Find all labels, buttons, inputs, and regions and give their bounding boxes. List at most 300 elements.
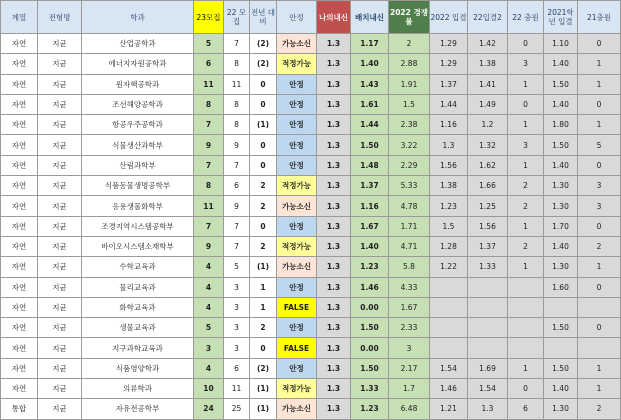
cell-category[interactable]: 자연 — [1, 379, 38, 399]
cell-extra21[interactable]: 0 — [578, 216, 621, 236]
cell-placement[interactable]: 1.23 — [351, 399, 389, 419]
cell-my-grade[interactable]: 1.3 — [317, 236, 351, 256]
cell-cut2022[interactable]: 1.44 — [430, 94, 468, 114]
cell-category[interactable]: 자연 — [1, 74, 38, 94]
cell-diff[interactable]: (2) — [250, 54, 277, 74]
cell-category[interactable]: 자연 — [1, 257, 38, 277]
cell-cut2022[interactable]: 1.54 — [430, 358, 468, 378]
cell-category[interactable]: 자연 — [1, 216, 38, 236]
cell-comp2022[interactable]: 2.88 — [389, 54, 430, 74]
cell-dept[interactable]: 자유전공학부 — [82, 399, 194, 419]
cell-dept[interactable]: 식품동물생명공학부 — [82, 176, 194, 196]
cell-verdict[interactable]: 안정 — [277, 135, 317, 155]
cell-dept[interactable]: 식품영양학과 — [82, 358, 194, 378]
cell-category[interactable]: 통합 — [1, 399, 38, 419]
cell-cut2022-2[interactable]: 1.33 — [468, 257, 508, 277]
cell-diff[interactable]: (1) — [250, 257, 277, 277]
cell-recruit22[interactable]: 6 — [224, 358, 250, 378]
col-cut2022-2[interactable]: 22입결2 — [468, 1, 508, 34]
cell-verdict[interactable]: 안정 — [277, 358, 317, 378]
cell-placement[interactable]: 1.50 — [351, 358, 389, 378]
cell-cut2021[interactable]: 1.80 — [544, 115, 578, 135]
cell-my-grade[interactable]: 1.3 — [317, 379, 351, 399]
cell-cut2022[interactable]: 1.3 — [430, 135, 468, 155]
cell-type[interactable]: 지균 — [38, 74, 82, 94]
cell-cut2022[interactable]: 1.29 — [430, 54, 468, 74]
cell-placement[interactable]: 1.37 — [351, 176, 389, 196]
cell-cut2021[interactable]: 1.30 — [544, 176, 578, 196]
cell-type[interactable]: 지균 — [38, 216, 82, 236]
cell-category[interactable]: 자연 — [1, 318, 38, 338]
table-row[interactable] — [1, 216, 621, 236]
cell-comp2022[interactable]: 6.48 — [389, 399, 430, 419]
cell-extra22[interactable]: 1 — [508, 257, 544, 277]
table-row[interactable] — [1, 379, 621, 399]
cell-recruit22[interactable]: 8 — [224, 54, 250, 74]
cell-placement[interactable]: 1.61 — [351, 94, 389, 114]
cell-cut2022[interactable]: 1.21 — [430, 399, 468, 419]
cell-cut2021[interactable]: 1.60 — [544, 277, 578, 297]
cell-recruit23[interactable]: 8 — [194, 176, 224, 196]
cell-verdict[interactable]: 가능소신 — [277, 257, 317, 277]
cell-extra21[interactable]: 0 — [578, 94, 621, 114]
cell-recruit22[interactable]: 25 — [224, 399, 250, 419]
cell-cut2022[interactable]: 1.16 — [430, 115, 468, 135]
cell-type[interactable]: 지균 — [38, 54, 82, 74]
cell-cut2022[interactable] — [430, 318, 468, 338]
cell-diff[interactable]: (1) — [250, 379, 277, 399]
cell-comp2022[interactable]: 1.5 — [389, 94, 430, 114]
cell-dept[interactable]: 수학교육과 — [82, 257, 194, 277]
cell-extra21[interactable]: 3 — [578, 176, 621, 196]
table-row[interactable] — [1, 358, 621, 378]
cell-extra22[interactable]: 1 — [508, 155, 544, 175]
cell-diff[interactable]: 0 — [250, 155, 277, 175]
cell-extra21[interactable]: 2 — [578, 236, 621, 256]
cell-category[interactable]: 자연 — [1, 236, 38, 256]
cell-dept[interactable]: 화학교육과 — [82, 297, 194, 317]
cell-placement[interactable]: 1.17 — [351, 34, 389, 54]
cell-cut2021[interactable]: 1.40 — [544, 379, 578, 399]
cell-extra22[interactable]: 0 — [508, 94, 544, 114]
cell-cut2022[interactable]: 1.46 — [430, 379, 468, 399]
cell-type[interactable]: 지균 — [38, 277, 82, 297]
cell-extra21[interactable]: 3 — [578, 196, 621, 216]
cell-cut2022-2[interactable] — [468, 318, 508, 338]
cell-extra21[interactable]: 1 — [578, 54, 621, 74]
cell-comp2022[interactable]: 4.78 — [389, 196, 430, 216]
cell-cut2021[interactable]: 1.30 — [544, 257, 578, 277]
cell-comp2022[interactable]: 1.7 — [389, 379, 430, 399]
table-row[interactable] — [1, 34, 621, 54]
cell-my-grade[interactable]: 1.3 — [317, 54, 351, 74]
cell-dept[interactable]: 생물교육과 — [82, 318, 194, 338]
cell-category[interactable]: 자연 — [1, 135, 38, 155]
cell-extra22[interactable] — [508, 297, 544, 317]
cell-verdict[interactable]: 가능소신 — [277, 34, 317, 54]
cell-placement[interactable]: 1.16 — [351, 196, 389, 216]
cell-recruit22[interactable]: 7 — [224, 155, 250, 175]
cell-recruit22[interactable]: 8 — [224, 94, 250, 114]
cell-recruit23[interactable]: 10 — [194, 379, 224, 399]
cell-dept[interactable]: 조선해양공학과 — [82, 94, 194, 114]
cell-my-grade[interactable]: 1.3 — [317, 277, 351, 297]
cell-extra22[interactable]: 0 — [508, 34, 544, 54]
cell-recruit22[interactable]: 3 — [224, 338, 250, 358]
cell-diff[interactable]: 2 — [250, 176, 277, 196]
cell-extra21[interactable]: 1 — [578, 358, 621, 378]
cell-cut2022-2[interactable]: 1.49 — [468, 94, 508, 114]
cell-diff[interactable]: 2 — [250, 318, 277, 338]
cell-my-grade[interactable]: 1.3 — [317, 338, 351, 358]
cell-recruit22[interactable]: 3 — [224, 297, 250, 317]
cell-placement[interactable]: 1.67 — [351, 216, 389, 236]
table-row[interactable] — [1, 54, 621, 74]
cell-recruit23[interactable]: 9 — [194, 135, 224, 155]
cell-extra21[interactable] — [578, 338, 621, 358]
cell-cut2022-2[interactable] — [468, 338, 508, 358]
cell-verdict[interactable]: 안정 — [277, 155, 317, 175]
cell-cut2021[interactable]: 1.50 — [544, 358, 578, 378]
cell-recruit23[interactable]: 4 — [194, 257, 224, 277]
cell-category[interactable]: 자연 — [1, 338, 38, 358]
cell-cut2022[interactable]: 1.37 — [430, 74, 468, 94]
cell-comp2022[interactable]: 5.33 — [389, 176, 430, 196]
cell-cut2022[interactable] — [430, 277, 468, 297]
cell-verdict[interactable]: 안정 — [277, 216, 317, 236]
cell-type[interactable]: 지균 — [38, 155, 82, 175]
cell-cut2022-2[interactable]: 1.38 — [468, 54, 508, 74]
cell-cut2022-2[interactable]: 1.69 — [468, 358, 508, 378]
cell-recruit23[interactable]: 8 — [194, 94, 224, 114]
cell-recruit23[interactable]: 9 — [194, 236, 224, 256]
cell-extra21[interactable]: 0 — [578, 155, 621, 175]
cell-cut2022-2[interactable]: 1.3 — [468, 399, 508, 419]
cell-cut2021[interactable]: 1.40 — [544, 94, 578, 114]
col-placement[interactable]: 배치내신 — [351, 1, 389, 34]
cell-cut2022-2[interactable]: 1.25 — [468, 196, 508, 216]
cell-category[interactable]: 자연 — [1, 277, 38, 297]
cell-comp2022[interactable]: 2.33 — [389, 318, 430, 338]
cell-placement[interactable]: 1.46 — [351, 277, 389, 297]
cell-cut2022[interactable] — [430, 297, 468, 317]
cell-recruit23[interactable]: 7 — [194, 216, 224, 236]
cell-verdict[interactable]: 적정가능 — [277, 236, 317, 256]
cell-extra22[interactable]: 6 — [508, 399, 544, 419]
cell-my-grade[interactable]: 1.3 — [317, 155, 351, 175]
cell-type[interactable]: 지균 — [38, 34, 82, 54]
cell-type[interactable]: 지균 — [38, 318, 82, 338]
col-dept[interactable]: 학과 — [82, 1, 194, 34]
table-row[interactable] — [1, 277, 621, 297]
cell-type[interactable]: 지균 — [38, 94, 82, 114]
cell-diff[interactable]: (1) — [250, 115, 277, 135]
col-extra22[interactable]: 22 충원 — [508, 1, 544, 34]
cell-dept[interactable]: 산림과학부 — [82, 155, 194, 175]
table-row[interactable] — [1, 318, 621, 338]
cell-extra22[interactable]: 1 — [508, 115, 544, 135]
cell-comp2022[interactable]: 3 — [389, 338, 430, 358]
cell-cut2021[interactable]: 1.40 — [544, 236, 578, 256]
cell-my-grade[interactable]: 1.3 — [317, 34, 351, 54]
cell-recruit23[interactable]: 7 — [194, 115, 224, 135]
cell-cut2022[interactable]: 1.23 — [430, 196, 468, 216]
cell-my-grade[interactable]: 1.3 — [317, 115, 351, 135]
cell-recruit23[interactable]: 3 — [194, 338, 224, 358]
cell-placement[interactable]: 1.40 — [351, 236, 389, 256]
cell-verdict[interactable]: FALSE — [277, 338, 317, 358]
cell-recruit22[interactable]: 7 — [224, 216, 250, 236]
cell-comp2022[interactable]: 1.71 — [389, 216, 430, 236]
table-row[interactable] — [1, 155, 621, 175]
cell-dept[interactable]: 식물생산과학부 — [82, 135, 194, 155]
cell-recruit23[interactable]: 4 — [194, 297, 224, 317]
cell-cut2021[interactable] — [544, 338, 578, 358]
table-row[interactable] — [1, 135, 621, 155]
table-row[interactable] — [1, 338, 621, 358]
cell-diff[interactable]: 1 — [250, 297, 277, 317]
cell-extra21[interactable] — [578, 297, 621, 317]
cell-recruit23[interactable]: 5 — [194, 34, 224, 54]
cell-extra22[interactable]: 2 — [508, 176, 544, 196]
col-cut2022[interactable]: 2022 입결 — [430, 1, 468, 34]
cell-cut2021[interactable]: 1.40 — [544, 155, 578, 175]
cell-cut2022-2[interactable]: 1.54 — [468, 379, 508, 399]
cell-my-grade[interactable]: 1.3 — [317, 358, 351, 378]
cell-comp2022[interactable]: 4.71 — [389, 236, 430, 256]
cell-cut2022[interactable]: 1.22 — [430, 257, 468, 277]
cell-type[interactable]: 지균 — [38, 236, 82, 256]
cell-category[interactable]: 자연 — [1, 358, 38, 378]
cell-recruit23[interactable]: 11 — [194, 196, 224, 216]
cell-cut2022[interactable] — [430, 338, 468, 358]
cell-category[interactable]: 자연 — [1, 34, 38, 54]
cell-verdict[interactable]: 안정 — [277, 74, 317, 94]
table-row[interactable] — [1, 115, 621, 135]
cell-comp2022[interactable]: 1.67 — [389, 297, 430, 317]
cell-cut2022-2[interactable]: 1.2 — [468, 115, 508, 135]
cell-category[interactable]: 자연 — [1, 94, 38, 114]
cell-comp2022[interactable]: 2.29 — [389, 155, 430, 175]
cell-extra22[interactable]: 2 — [508, 196, 544, 216]
cell-diff[interactable]: 0 — [250, 338, 277, 358]
cell-type[interactable]: 지균 — [38, 399, 82, 419]
cell-placement[interactable]: 1.50 — [351, 135, 389, 155]
cell-diff[interactable]: 2 — [250, 236, 277, 256]
cell-cut2022-2[interactable]: 1.41 — [468, 74, 508, 94]
cell-cut2021[interactable] — [544, 297, 578, 317]
cell-extra21[interactable]: 0 — [578, 277, 621, 297]
cell-verdict[interactable]: 안정 — [277, 94, 317, 114]
cell-extra22[interactable] — [508, 318, 544, 338]
col-diff[interactable]: 전년 대비 — [250, 1, 277, 34]
cell-cut2021[interactable]: 1.50 — [544, 74, 578, 94]
cell-recruit22[interactable]: 3 — [224, 318, 250, 338]
cell-cut2022-2[interactable]: 1.66 — [468, 176, 508, 196]
cell-placement[interactable]: 0.00 — [351, 297, 389, 317]
cell-my-grade[interactable]: 1.3 — [317, 318, 351, 338]
cell-dept[interactable]: 응용생물화학부 — [82, 196, 194, 216]
cell-recruit22[interactable]: 9 — [224, 135, 250, 155]
cell-extra22[interactable]: 1 — [508, 74, 544, 94]
cell-extra22[interactable]: 3 — [508, 135, 544, 155]
cell-comp2022[interactable]: 5.8 — [389, 257, 430, 277]
cell-extra21[interactable]: 0 — [578, 34, 621, 54]
cell-diff[interactable]: (2) — [250, 34, 277, 54]
cell-my-grade[interactable]: 1.3 — [317, 257, 351, 277]
cell-extra22[interactable]: 3 — [508, 54, 544, 74]
cell-placement[interactable]: 1.44 — [351, 115, 389, 135]
cell-type[interactable]: 지균 — [38, 135, 82, 155]
cell-cut2022[interactable]: 1.38 — [430, 176, 468, 196]
col-comp2022[interactable]: 2022 경쟁률 — [389, 1, 430, 34]
cell-verdict[interactable]: 가능소신 — [277, 196, 317, 216]
cell-verdict[interactable]: 적정가능 — [277, 176, 317, 196]
cell-type[interactable]: 지균 — [38, 115, 82, 135]
cell-cut2022-2[interactable]: 1.32 — [468, 135, 508, 155]
cell-verdict[interactable]: 안정 — [277, 318, 317, 338]
cell-placement[interactable]: 0.00 — [351, 338, 389, 358]
cell-verdict[interactable]: FALSE — [277, 297, 317, 317]
cell-extra21[interactable]: 5 — [578, 135, 621, 155]
cell-dept[interactable]: 물리교육과 — [82, 277, 194, 297]
cell-dept[interactable]: 바이오시스템소재학부 — [82, 236, 194, 256]
cell-cut2022-2[interactable]: 1.37 — [468, 236, 508, 256]
cell-cut2022-2[interactable]: 1.42 — [468, 34, 508, 54]
cell-comp2022[interactable]: 1.91 — [389, 74, 430, 94]
cell-dept[interactable]: 의류학과 — [82, 379, 194, 399]
cell-diff[interactable]: 2 — [250, 196, 277, 216]
cell-category[interactable]: 자연 — [1, 115, 38, 135]
cell-cut2022[interactable]: 1.29 — [430, 34, 468, 54]
cell-recruit22[interactable]: 7 — [224, 236, 250, 256]
cell-cut2022-2[interactable] — [468, 277, 508, 297]
cell-recruit23[interactable]: 11 — [194, 74, 224, 94]
cell-type[interactable]: 지균 — [38, 176, 82, 196]
col-extra21[interactable]: 21충원 — [578, 1, 621, 34]
cell-type[interactable]: 지균 — [38, 196, 82, 216]
cell-dept[interactable]: 원자핵공학과 — [82, 74, 194, 94]
cell-placement[interactable]: 1.33 — [351, 379, 389, 399]
cell-cut2022[interactable]: 1.5 — [430, 216, 468, 236]
col-category[interactable]: 계열 — [1, 1, 38, 34]
cell-cut2021[interactable]: 1.50 — [544, 135, 578, 155]
cell-extra21[interactable]: 0 — [578, 318, 621, 338]
cell-extra22[interactable] — [508, 338, 544, 358]
cell-category[interactable]: 자연 — [1, 176, 38, 196]
cell-verdict[interactable]: 안정 — [277, 277, 317, 297]
table-row[interactable] — [1, 74, 621, 94]
cell-cut2021[interactable]: 1.30 — [544, 399, 578, 419]
cell-placement[interactable]: 1.40 — [351, 54, 389, 74]
cell-recruit22[interactable]: 5 — [224, 257, 250, 277]
cell-my-grade[interactable]: 1.3 — [317, 297, 351, 317]
cell-comp2022[interactable]: 2.38 — [389, 115, 430, 135]
cell-diff[interactable]: 0 — [250, 135, 277, 155]
cell-dept[interactable]: 지구과학교육과 — [82, 338, 194, 358]
cell-extra22[interactable]: 1 — [508, 216, 544, 236]
cell-recruit22[interactable]: 11 — [224, 379, 250, 399]
cell-diff[interactable]: 0 — [250, 216, 277, 236]
col-verdict[interactable]: 안정 — [277, 1, 317, 34]
cell-my-grade[interactable]: 1.3 — [317, 135, 351, 155]
cell-category[interactable]: 자연 — [1, 54, 38, 74]
cell-recruit22[interactable]: 8 — [224, 115, 250, 135]
cell-dept[interactable]: 산업공학과 — [82, 34, 194, 54]
cell-my-grade[interactable]: 1.3 — [317, 216, 351, 236]
cell-comp2022[interactable]: 4.33 — [389, 277, 430, 297]
cell-recruit23[interactable]: 4 — [194, 277, 224, 297]
cell-placement[interactable]: 1.23 — [351, 257, 389, 277]
cell-recruit22[interactable]: 9 — [224, 196, 250, 216]
cell-comp2022[interactable]: 3.22 — [389, 135, 430, 155]
cell-type[interactable]: 지균 — [38, 297, 82, 317]
cell-my-grade[interactable]: 1.3 — [317, 94, 351, 114]
cell-recruit22[interactable]: 11 — [224, 74, 250, 94]
cell-type[interactable]: 지균 — [38, 338, 82, 358]
cell-extra21[interactable]: 1 — [578, 115, 621, 135]
cell-diff[interactable]: 0 — [250, 74, 277, 94]
cell-cut2022-2[interactable] — [468, 297, 508, 317]
col-type[interactable]: 전형명 — [38, 1, 82, 34]
table-row[interactable] — [1, 196, 621, 216]
cell-cut2022-2[interactable]: 1.56 — [468, 216, 508, 236]
cell-extra21[interactable]: 1 — [578, 74, 621, 94]
cell-cut2021[interactable]: 1.10 — [544, 34, 578, 54]
cell-my-grade[interactable]: 1.3 — [317, 399, 351, 419]
cell-extra21[interactable]: 2 — [578, 399, 621, 419]
cell-placement[interactable]: 1.43 — [351, 74, 389, 94]
cell-comp2022[interactable]: 2 — [389, 34, 430, 54]
cell-cut2021[interactable]: 1.40 — [544, 54, 578, 74]
col-cut2021[interactable]: 2021학년 입결 — [544, 1, 578, 34]
cell-extra22[interactable] — [508, 277, 544, 297]
cell-my-grade[interactable]: 1.3 — [317, 196, 351, 216]
cell-extra22[interactable]: 0 — [508, 379, 544, 399]
table-row[interactable] — [1, 236, 621, 256]
table-row[interactable] — [1, 297, 621, 317]
cell-type[interactable]: 지균 — [38, 379, 82, 399]
cell-recruit22[interactable]: 3 — [224, 277, 250, 297]
cell-extra21[interactable]: 1 — [578, 379, 621, 399]
table-row[interactable] — [1, 399, 621, 419]
cell-extra22[interactable]: 1 — [508, 358, 544, 378]
cell-verdict[interactable]: 적정가능 — [277, 379, 317, 399]
cell-dept[interactable]: 에너지자원공학과 — [82, 54, 194, 74]
cell-my-grade[interactable]: 1.3 — [317, 176, 351, 196]
cell-diff[interactable]: 0 — [250, 94, 277, 114]
cell-recruit23[interactable]: 4 — [194, 358, 224, 378]
col-recruit22[interactable]: 22 모집 — [224, 1, 250, 34]
cell-cut2022[interactable]: 1.56 — [430, 155, 468, 175]
cell-type[interactable]: 지균 — [38, 358, 82, 378]
cell-diff[interactable]: 1 — [250, 277, 277, 297]
cell-cut2021[interactable]: 1.30 — [544, 196, 578, 216]
cell-recruit23[interactable]: 6 — [194, 54, 224, 74]
cell-verdict[interactable]: 적정가능 — [277, 54, 317, 74]
cell-recruit22[interactable]: 7 — [224, 34, 250, 54]
cell-my-grade[interactable]: 1.3 — [317, 74, 351, 94]
cell-dept[interactable]: 항공우주공학과 — [82, 115, 194, 135]
cell-extra22[interactable]: 2 — [508, 236, 544, 256]
cell-category[interactable]: 자연 — [1, 297, 38, 317]
cell-type[interactable]: 지균 — [38, 257, 82, 277]
cell-recruit23[interactable]: 7 — [194, 155, 224, 175]
col-my-grade[interactable]: 나의내신 — [317, 1, 351, 34]
cell-recruit22[interactable]: 6 — [224, 176, 250, 196]
cell-recruit23[interactable]: 24 — [194, 399, 224, 419]
col-recruit23[interactable]: 23모집 — [194, 1, 224, 34]
